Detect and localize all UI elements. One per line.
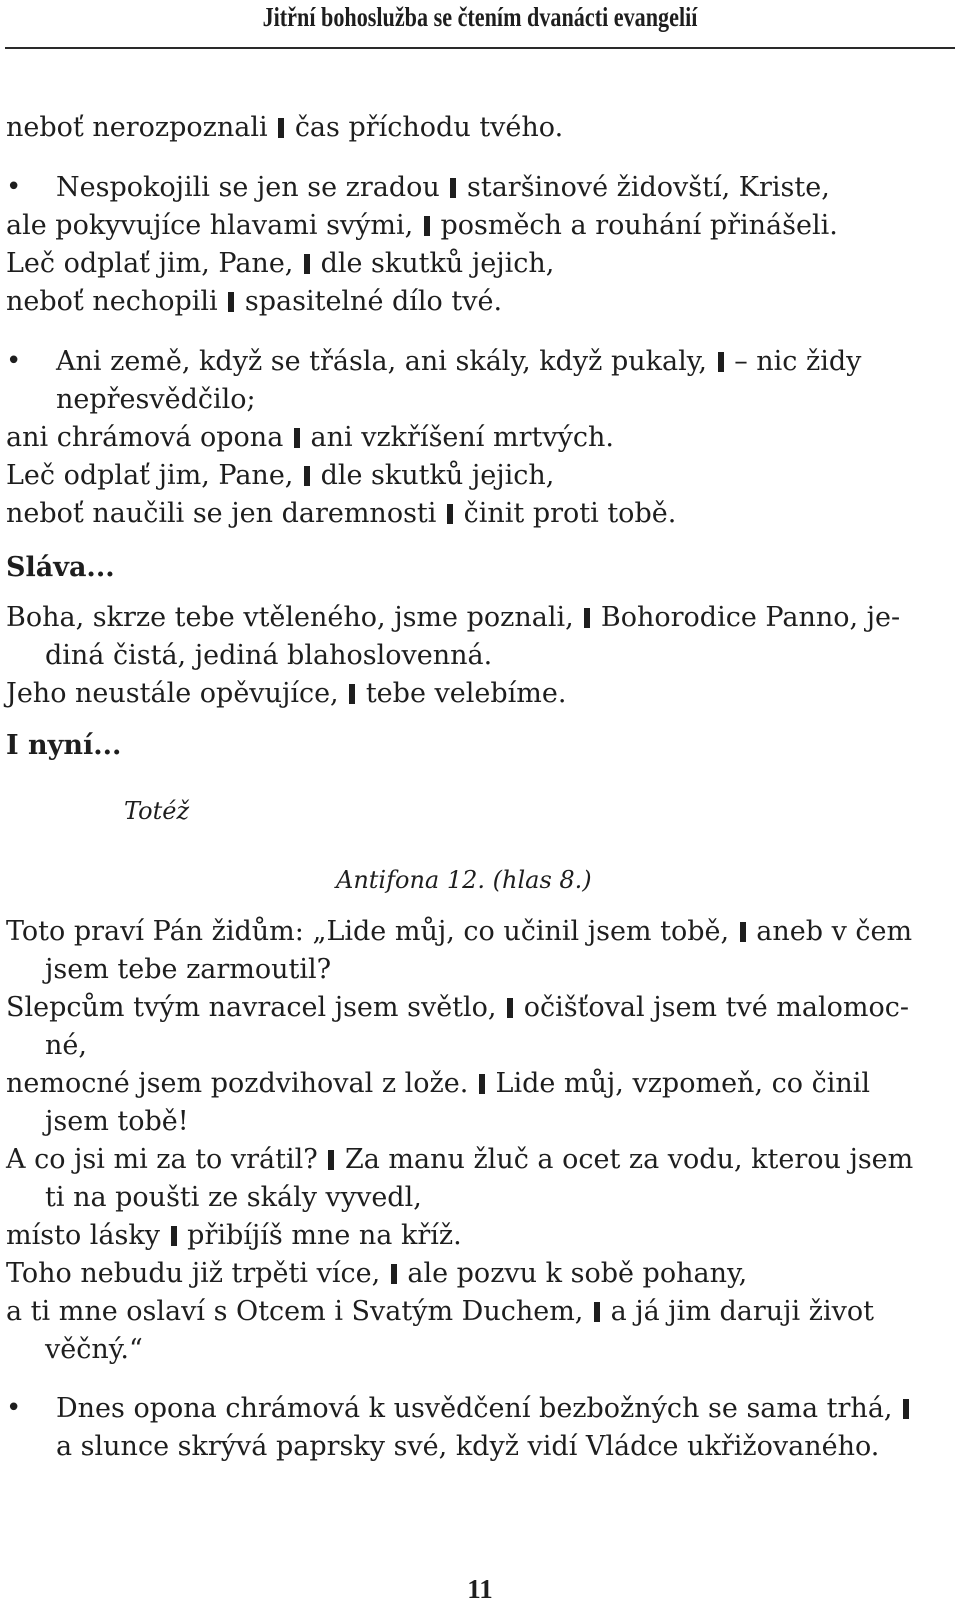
text-segment: neboť nerozpoznali	[6, 112, 268, 143]
text-segment: A co jsi mi za to vrátil?	[6, 1144, 318, 1175]
text-segment: Slepcům tvým navracel jsem světlo,	[6, 992, 497, 1023]
text-segment: Toho nebudu již trpěti více,	[6, 1258, 381, 1289]
text-line	[56, 346, 861, 377]
text-segment: nemocné jsem pozdvihoval z lože.	[6, 1068, 469, 1099]
pause-mark	[304, 466, 310, 486]
bullet-icon: •	[6, 1393, 22, 1423]
text-line	[6, 422, 614, 453]
gloria-heading: Sláva...	[6, 552, 115, 583]
text-segment: činit proti tobě.	[463, 498, 677, 529]
text-segment: ale pokyvujíce hlavami svými,	[6, 210, 414, 241]
text-line	[56, 1393, 911, 1424]
text-segment: aneb v čem	[756, 916, 913, 947]
pause-mark	[447, 504, 453, 524]
text-segment: místo lásky	[6, 1220, 160, 1251]
text-line: né,	[45, 1030, 87, 1061]
text-segment: Lide můj, vzpomeň, co činil	[495, 1068, 870, 1099]
text-segment: očišťoval jsem tvé malomoc-	[523, 992, 909, 1023]
text-line: diná čistá, jediná blahoslovenná.	[45, 640, 493, 671]
text-segment: neboť nechopili	[6, 286, 218, 317]
text-line	[6, 210, 838, 241]
bullet-icon: •	[6, 346, 22, 376]
text-segment: neboť naučili se jen daremnosti	[6, 498, 437, 529]
pause-mark	[328, 1150, 334, 1170]
text-line	[56, 172, 830, 203]
text-segment: staršinové židovští, Kriste,	[466, 172, 830, 203]
page-number: 11	[467, 1574, 493, 1604]
pause-mark	[171, 1226, 177, 1246]
pause-mark	[391, 1264, 397, 1284]
text-segment: Leč odplať jim, Pane,	[6, 248, 294, 279]
text-segment: ani chrámová opona	[6, 422, 284, 453]
text-segment: Boha, skrze tebe vtěleného, jsme poznali,	[6, 602, 574, 633]
pause-mark	[349, 684, 355, 704]
pause-mark	[450, 178, 456, 198]
text-segment: a ti mne oslaví s Otcem i Svatým Duchem,	[6, 1296, 584, 1327]
pause-mark	[278, 118, 284, 138]
text-segment: Ani země, když se třásla, ani skály, když pukaly,	[56, 346, 707, 377]
text-line: věčný.“	[45, 1334, 143, 1365]
text-line	[6, 1258, 747, 1289]
text-segment: Jeho neustále opěvujíce,	[6, 678, 339, 709]
text-line: jsem tebe zarmoutil?	[45, 954, 332, 985]
text-line: nepřesvědčilo;	[56, 384, 256, 415]
text-segment: dle skutků jejich,	[320, 460, 555, 491]
pause-mark	[228, 292, 234, 312]
text-segment: čas příchodu tvého.	[294, 112, 564, 143]
text-segment: posměch a rouhání přinášeli.	[440, 210, 838, 241]
text-segment: Za manu žluč a ocet za vodu, kterou jsem	[344, 1144, 914, 1175]
text-segment: ani vzkříšení mrtvých.	[310, 422, 614, 453]
text-line	[6, 460, 554, 491]
pause-mark	[479, 1074, 485, 1094]
now-heading: I nyní...	[6, 730, 122, 761]
text-line	[6, 1296, 874, 1327]
text-segment: Nespokojili se jen se zradou	[56, 172, 440, 203]
text-line	[6, 1068, 870, 1099]
text-line	[6, 112, 563, 143]
text-line	[6, 678, 566, 709]
text-line: jsem tobě!	[45, 1106, 189, 1137]
text-line	[6, 286, 502, 317]
text-segment: ale pozvu k sobě pohany,	[407, 1258, 748, 1289]
pause-mark	[740, 922, 746, 942]
text-line: a slunce skrývá paprsky své, když vidí Vládce ukřižovaného.	[56, 1431, 880, 1462]
text-segment: přibíjíš mne na kříž.	[187, 1220, 462, 1251]
text-segment: tebe velebíme.	[365, 678, 567, 709]
text-line: ti na poušti ze skály vyvedl,	[45, 1182, 422, 1213]
text-line	[6, 498, 676, 529]
pause-mark	[584, 608, 590, 628]
rubric-same: Totéž	[124, 797, 190, 825]
text-segment: – nic židy	[734, 346, 862, 377]
pause-mark	[903, 1399, 909, 1419]
text-segment: Dnes opona chrámová k usvědčení bezbožných se sama trhá,	[56, 1393, 893, 1424]
pause-mark	[507, 998, 513, 1018]
text-line	[6, 248, 554, 279]
text-segment: Bohorodice Panno, je-	[600, 602, 901, 633]
text-segment: Leč odplať jim, Pane,	[6, 460, 294, 491]
pause-mark	[304, 254, 310, 274]
pause-mark	[718, 352, 724, 372]
text-segment: a já jim daruji život	[610, 1296, 874, 1327]
pause-mark	[424, 216, 430, 236]
text-line	[6, 602, 900, 633]
text-line	[6, 916, 912, 947]
text-line	[6, 992, 909, 1023]
antiphon-heading: Antifona 12. (hlas 8.)	[336, 866, 592, 894]
text-line	[6, 1220, 462, 1251]
pause-mark	[594, 1302, 600, 1322]
header-title: Jitřní bohoslužba se čtením dvanácti evangelií	[262, 2, 698, 32]
text-line	[6, 1144, 913, 1175]
text-segment: dle skutků jejich,	[320, 248, 555, 279]
bullet-icon: •	[6, 172, 22, 202]
pause-mark	[294, 428, 300, 448]
text-segment: Toto praví Pán židům: „Lide můj, co učinil jsem tobě,	[6, 916, 730, 947]
text-segment: spasitelné dílo tvé.	[244, 286, 503, 317]
